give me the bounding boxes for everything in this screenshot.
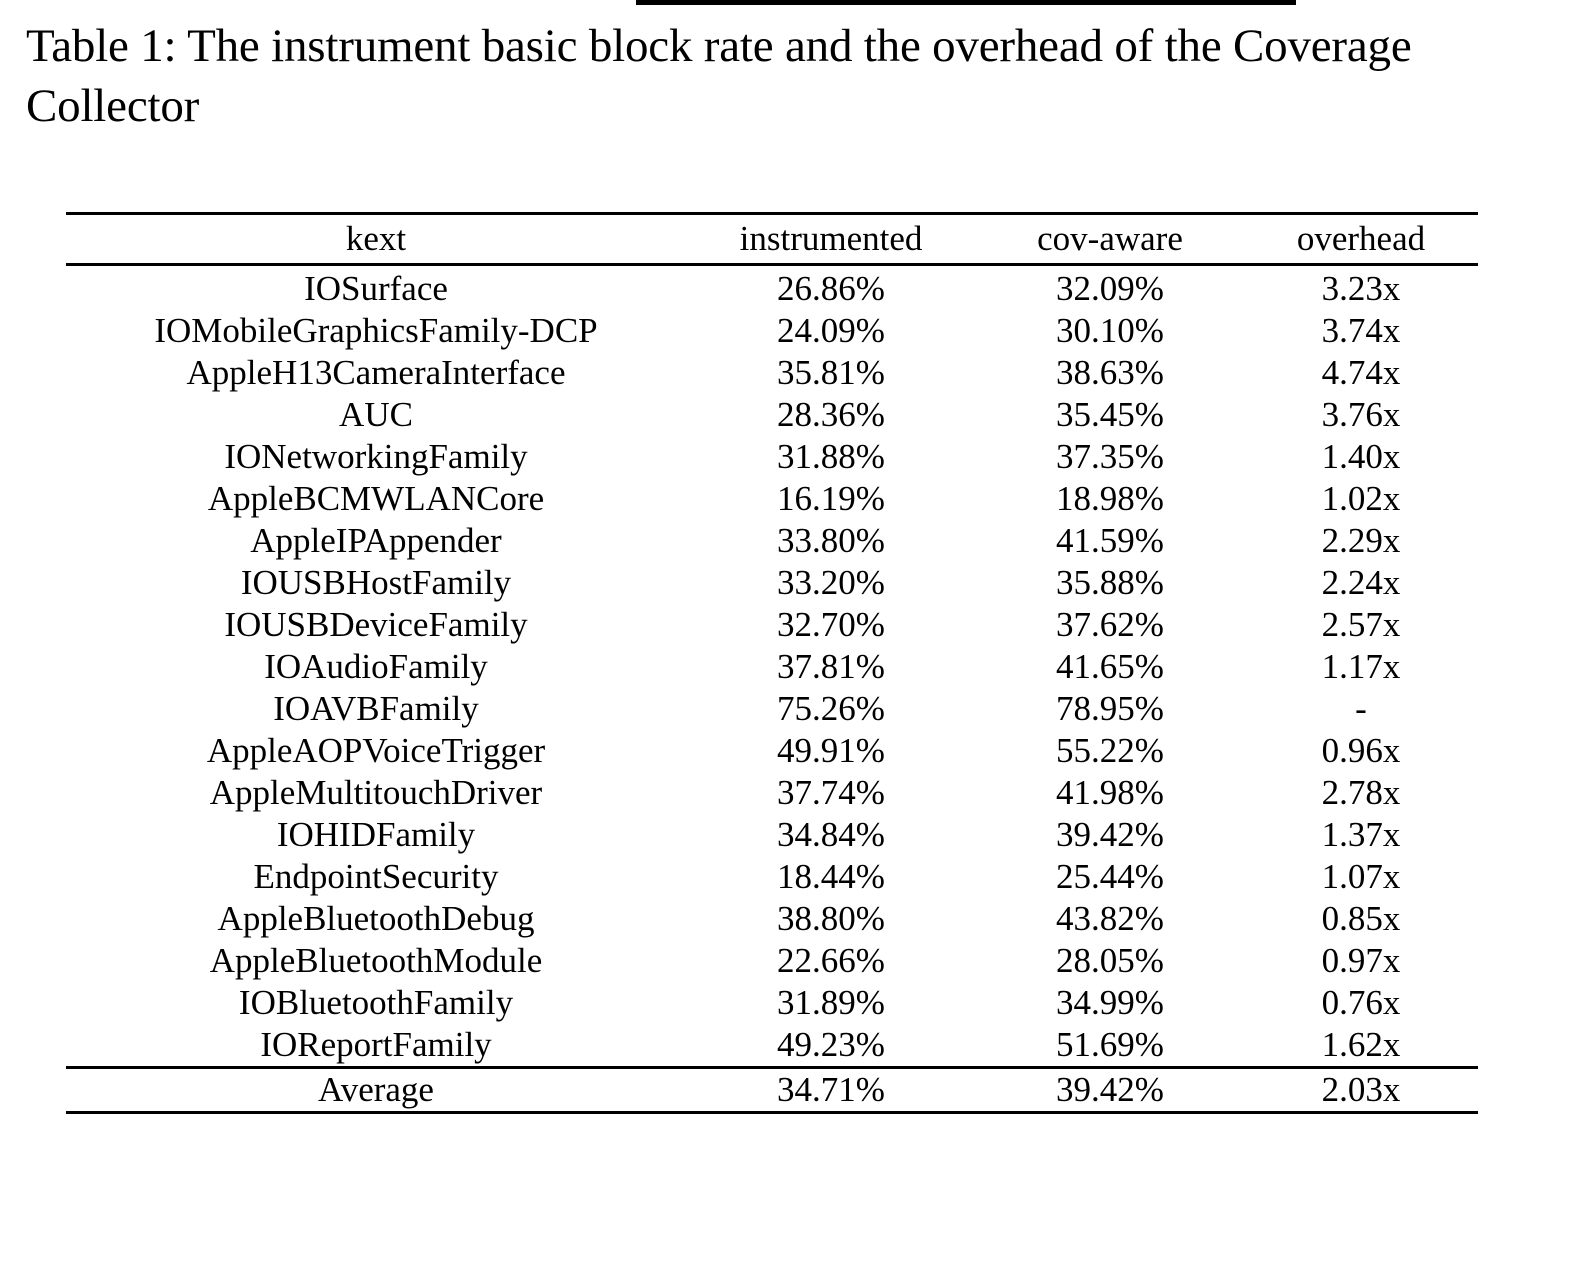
cell-kext: AppleBluetoothModule bbox=[209, 941, 543, 980]
cell-kext: IOMobileGraphicsFamily-DCP bbox=[154, 311, 598, 350]
cell-overhead: 1.40x bbox=[1321, 437, 1401, 476]
cell-instrumented: 28.36% bbox=[777, 395, 885, 434]
cell-cov-aware: 55.22% bbox=[1056, 731, 1164, 770]
cell-instrumented: 26.86% bbox=[777, 269, 885, 308]
cell-kext: IONetworkingFamily bbox=[224, 437, 528, 476]
cell-overhead: - bbox=[1355, 689, 1367, 728]
cell-overhead: 1.17x bbox=[1321, 647, 1401, 686]
results-table bbox=[66, 212, 1478, 1114]
cell-overhead: 2.57x bbox=[1321, 605, 1401, 644]
cell-overhead: 1.37x bbox=[1321, 815, 1401, 854]
cell-instrumented: 75.26% bbox=[777, 689, 885, 728]
cell-kext: IOAudioFamily bbox=[264, 647, 488, 686]
cell-cov-aware-average: 39.42% bbox=[976, 1068, 1244, 1113]
cell-instrumented: 31.89% bbox=[777, 983, 885, 1022]
table-row bbox=[66, 562, 1478, 604]
cell-kext: IOSurface bbox=[304, 269, 448, 308]
table-row bbox=[66, 646, 1478, 688]
cell-kext: AppleH13CameraInterface bbox=[186, 353, 566, 392]
table-header-row bbox=[66, 214, 1478, 265]
cell-cov-aware: 37.62% bbox=[1056, 605, 1164, 644]
table-body bbox=[66, 265, 1478, 1113]
cell-overhead: 0.97x bbox=[1321, 941, 1401, 980]
cell-kext-average-label: Average bbox=[66, 1068, 686, 1113]
table-caption: Table 1: The instrument basic block rate and the overhead of the Coverage Collector bbox=[26, 20, 1412, 133]
cell-instrumented: 24.09% bbox=[777, 311, 885, 350]
cell-instrumented: 32.70% bbox=[777, 605, 885, 644]
cell-kext: IOReportFamily bbox=[260, 1025, 492, 1064]
table-row bbox=[66, 520, 1478, 562]
cell-cov-aware: 25.44% bbox=[1056, 857, 1164, 896]
cell-cov-aware: 30.10% bbox=[1056, 311, 1164, 350]
cell-overhead: 4.74x bbox=[1321, 353, 1401, 392]
cell-kext: IOHIDFamily bbox=[276, 815, 476, 854]
cell-cov-aware: 34.99% bbox=[1056, 983, 1164, 1022]
cell-cov-aware: 51.69% bbox=[1056, 1025, 1164, 1064]
table-container bbox=[66, 212, 1478, 1114]
cell-kext: AppleBluetoothDebug bbox=[217, 899, 535, 938]
cell-kext: AUC bbox=[339, 395, 413, 434]
cell-cov-aware: 39.42% bbox=[1056, 815, 1164, 854]
cell-kext: IOAVBFamily bbox=[273, 689, 479, 728]
table-row bbox=[66, 730, 1478, 772]
table-row bbox=[66, 772, 1478, 814]
column-header-instrumented: instrumented bbox=[686, 214, 976, 265]
cell-cov-aware: 37.35% bbox=[1056, 437, 1164, 476]
cell-cov-aware: 78.95% bbox=[1056, 689, 1164, 728]
cell-cov-aware: 41.65% bbox=[1056, 647, 1164, 686]
cell-instrumented: 22.66% bbox=[777, 941, 885, 980]
cell-cov-aware: 41.98% bbox=[1056, 773, 1164, 812]
cell-cov-aware: 35.45% bbox=[1056, 395, 1164, 434]
cell-instrumented: 31.88% bbox=[777, 437, 885, 476]
table-row bbox=[66, 310, 1478, 352]
cell-cov-aware: 38.63% bbox=[1056, 353, 1164, 392]
column-header-kext: kext bbox=[66, 214, 686, 265]
cell-kext: AppleIPAppender bbox=[250, 521, 502, 560]
table-header bbox=[66, 214, 1478, 265]
cell-instrumented: 16.19% bbox=[777, 479, 885, 518]
table-row bbox=[66, 394, 1478, 436]
table-row bbox=[66, 1024, 1478, 1068]
cell-cov-aware: 41.59% bbox=[1056, 521, 1164, 560]
cell-instrumented: 33.20% bbox=[777, 563, 885, 602]
cell-kext: IOUSBDeviceFamily bbox=[224, 605, 528, 644]
table-row bbox=[66, 856, 1478, 898]
cell-instrumented: 37.81% bbox=[777, 647, 885, 686]
cell-kext: AppleMultitouchDriver bbox=[209, 773, 543, 812]
table-row bbox=[66, 604, 1478, 646]
cell-overhead: 3.76x bbox=[1321, 395, 1401, 434]
cell-instrumented: 49.91% bbox=[777, 731, 885, 770]
cell-overhead: 2.78x bbox=[1321, 773, 1401, 812]
table-row bbox=[66, 898, 1478, 940]
table-row bbox=[66, 688, 1478, 730]
cell-overhead: 0.76x bbox=[1321, 983, 1401, 1022]
cell-instrumented: 37.74% bbox=[777, 773, 885, 812]
cell-cov-aware: 28.05% bbox=[1056, 941, 1164, 980]
table-row bbox=[66, 436, 1478, 478]
cell-instrumented: 38.80% bbox=[777, 899, 885, 938]
cell-overhead: 2.24x bbox=[1321, 563, 1401, 602]
cell-overhead: 1.02x bbox=[1321, 479, 1401, 518]
table-row bbox=[66, 940, 1478, 982]
cell-instrumented: 33.80% bbox=[777, 521, 885, 560]
cell-overhead: 1.62x bbox=[1321, 1025, 1401, 1064]
cell-kext: AppleAOPVoiceTrigger bbox=[206, 731, 546, 770]
column-header-overhead: overhead bbox=[1244, 214, 1478, 265]
cell-instrumented: 18.44% bbox=[777, 857, 885, 896]
cell-cov-aware: 18.98% bbox=[1056, 479, 1164, 518]
cell-overhead: 3.74x bbox=[1321, 311, 1401, 350]
cell-overhead-average: 2.03x bbox=[1244, 1068, 1478, 1113]
cell-overhead: 0.96x bbox=[1321, 731, 1401, 770]
cell-cov-aware: 35.88% bbox=[1056, 563, 1164, 602]
cell-cov-aware: 32.09% bbox=[1056, 269, 1164, 308]
cell-kext: EndpointSecurity bbox=[253, 857, 499, 896]
table-row bbox=[66, 982, 1478, 1024]
table-row bbox=[66, 814, 1478, 856]
cell-cov-aware: 43.82% bbox=[1056, 899, 1164, 938]
cell-overhead: 1.07x bbox=[1321, 857, 1401, 896]
table-summary-row bbox=[66, 1068, 1478, 1113]
cell-instrumented: 34.84% bbox=[777, 815, 885, 854]
cell-kext: AppleBCMWLANCore bbox=[207, 479, 545, 518]
table-row bbox=[66, 265, 1478, 311]
cell-overhead: 3.23x bbox=[1321, 269, 1401, 308]
table-row bbox=[66, 352, 1478, 394]
table-row bbox=[66, 478, 1478, 520]
cell-kext: IOBluetoothFamily bbox=[238, 983, 514, 1022]
cell-instrumented-average: 34.71% bbox=[686, 1068, 976, 1113]
cell-overhead: 2.29x bbox=[1321, 521, 1401, 560]
page-top-rule bbox=[636, 0, 1296, 5]
column-header-cov-aware: cov-aware bbox=[976, 214, 1244, 265]
cell-kext: IOUSBHostFamily bbox=[240, 563, 512, 602]
cell-instrumented: 35.81% bbox=[777, 353, 885, 392]
cell-overhead: 0.85x bbox=[1321, 899, 1401, 938]
cell-instrumented: 49.23% bbox=[777, 1025, 885, 1064]
